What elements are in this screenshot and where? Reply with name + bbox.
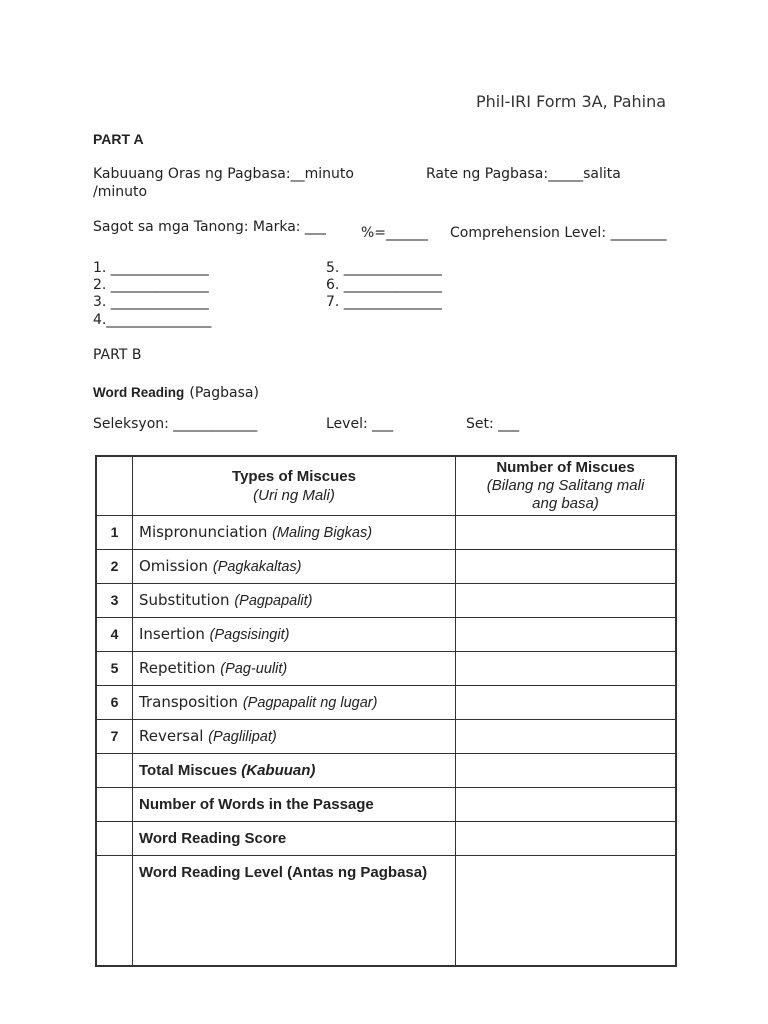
row-type-en: Substitution: [139, 591, 230, 609]
table-row: [96, 583, 676, 617]
row-type-tl: (Pagsisingit): [209, 627, 290, 643]
part-b-label: PART B: [93, 347, 142, 363]
percent-field: %=______: [361, 225, 429, 241]
row-num: 3: [96, 583, 133, 617]
reading-time-field: Kabuuang Oras ng Pagbasa:__minuto: [93, 166, 354, 182]
row-type-tl: (Pagkakaltas): [212, 559, 302, 575]
header-number-cell: [456, 456, 677, 515]
row-type-en: Reversal: [139, 727, 204, 745]
number-header-tl-2: ang basa): [532, 494, 599, 512]
row-count-cell[interactable]: [456, 719, 677, 753]
row-count-cell[interactable]: [456, 617, 677, 651]
row-count-cell[interactable]: [456, 515, 677, 549]
word-reading-level-row: [96, 855, 676, 966]
word-reading-level-cell[interactable]: [456, 855, 677, 966]
types-header-tl: (Uri ng Mali): [253, 486, 335, 504]
table-header-row: [96, 456, 676, 515]
row-count-cell[interactable]: [456, 685, 677, 719]
reading-rate-field: Rate ng Pagbasa:_____salita: [426, 166, 621, 182]
row-num: 2: [96, 549, 133, 583]
types-header: Types of Miscues: [232, 467, 356, 485]
table-row: [96, 719, 676, 753]
row-count-cell[interactable]: [456, 549, 677, 583]
row-type: [133, 685, 456, 719]
row-type-tl: (Maling Bigkas): [272, 525, 373, 541]
words-in-passage-row: [96, 787, 676, 821]
total-label-tl: (Kabuuan): [241, 761, 316, 779]
word-reading-heading: [93, 382, 259, 401]
part-a-label: PART A: [93, 131, 144, 147]
word-reading-level-label: Word Reading Level (Antas ng Pagbasa): [133, 855, 456, 966]
miscues-table: [95, 455, 677, 967]
reading-rate-unit: /minuto: [93, 184, 148, 200]
row-type-en: Transposition: [139, 693, 239, 711]
set-field: Set: ___: [466, 416, 520, 432]
total-miscues-row: [96, 753, 676, 787]
comprehension-level-field: Comprehension Level: ________: [450, 225, 667, 241]
header-types-cell: [133, 456, 456, 515]
row-type-tl: (Pag-uulit): [220, 661, 288, 677]
table-row: [96, 617, 676, 651]
form-title: Phil-IRI Form 3A, Pahina: [476, 92, 667, 111]
row-type: [133, 719, 456, 753]
row-type: [133, 549, 456, 583]
row-type: [133, 515, 456, 549]
row-count-cell[interactable]: [456, 651, 677, 685]
number-header: Number of Miscues: [496, 458, 635, 476]
row-type-en: Insertion: [139, 625, 205, 643]
row-type-tl: (Pagpapalit ng lugar): [242, 695, 378, 711]
table-row: [96, 515, 676, 549]
words-in-passage-label: Number of Words in the Passage: [133, 787, 456, 821]
word-reading-score-row: [96, 821, 676, 855]
table-row: [96, 651, 676, 685]
answer-line-2: 2. ______________: [93, 277, 209, 293]
row-num: 6: [96, 685, 133, 719]
row-type-en: Mispronunciation: [139, 523, 268, 541]
selection-field: Seleksyon: ____________: [93, 416, 258, 432]
total-miscues-cell[interactable]: [456, 753, 677, 787]
answer-line-1: 1. ______________: [93, 260, 209, 276]
score-num-cell: [96, 821, 133, 855]
table-row: [96, 549, 676, 583]
answer-line-5: 5. ______________: [326, 260, 442, 276]
row-type-en: Omission: [139, 557, 209, 575]
row-type: [133, 617, 456, 651]
answer-line-7: 7. ______________: [326, 294, 442, 310]
row-type: [133, 583, 456, 617]
word-reading-tl: (Pagbasa): [189, 385, 259, 401]
answer-line-4: 4._______________: [93, 312, 212, 328]
answers-score-field: Sagot sa mga Tanong: Marka: ___: [93, 219, 326, 235]
number-header-tl-1: (Bilang ng Salitang mali: [486, 476, 645, 494]
total-label: Total Miscues: [139, 761, 238, 779]
word-reading-score-label: Word Reading Score: [133, 821, 456, 855]
word-reading-label: Word Reading: [93, 385, 185, 400]
table-row: [96, 685, 676, 719]
row-type-tl: (Pagpapalit): [234, 593, 313, 609]
row-type: [133, 651, 456, 685]
words-num-cell: [96, 787, 133, 821]
row-num: 5: [96, 651, 133, 685]
word-reading-score-cell[interactable]: [456, 821, 677, 855]
total-miscues-label: [133, 753, 456, 787]
level-field: Level: ___: [326, 416, 394, 432]
row-num: 7: [96, 719, 133, 753]
answer-line-6: 6. ______________: [326, 277, 442, 293]
words-in-passage-cell[interactable]: [456, 787, 677, 821]
row-type-en: Repetition: [139, 659, 216, 677]
total-num-cell: [96, 753, 133, 787]
level-num-cell: [96, 855, 133, 966]
row-num: 1: [96, 515, 133, 549]
row-count-cell[interactable]: [456, 583, 677, 617]
answer-line-3: 3. ______________: [93, 294, 209, 310]
header-num-cell: [96, 456, 133, 515]
row-num: 4: [96, 617, 133, 651]
row-type-tl: (Paglilipat): [208, 729, 277, 745]
